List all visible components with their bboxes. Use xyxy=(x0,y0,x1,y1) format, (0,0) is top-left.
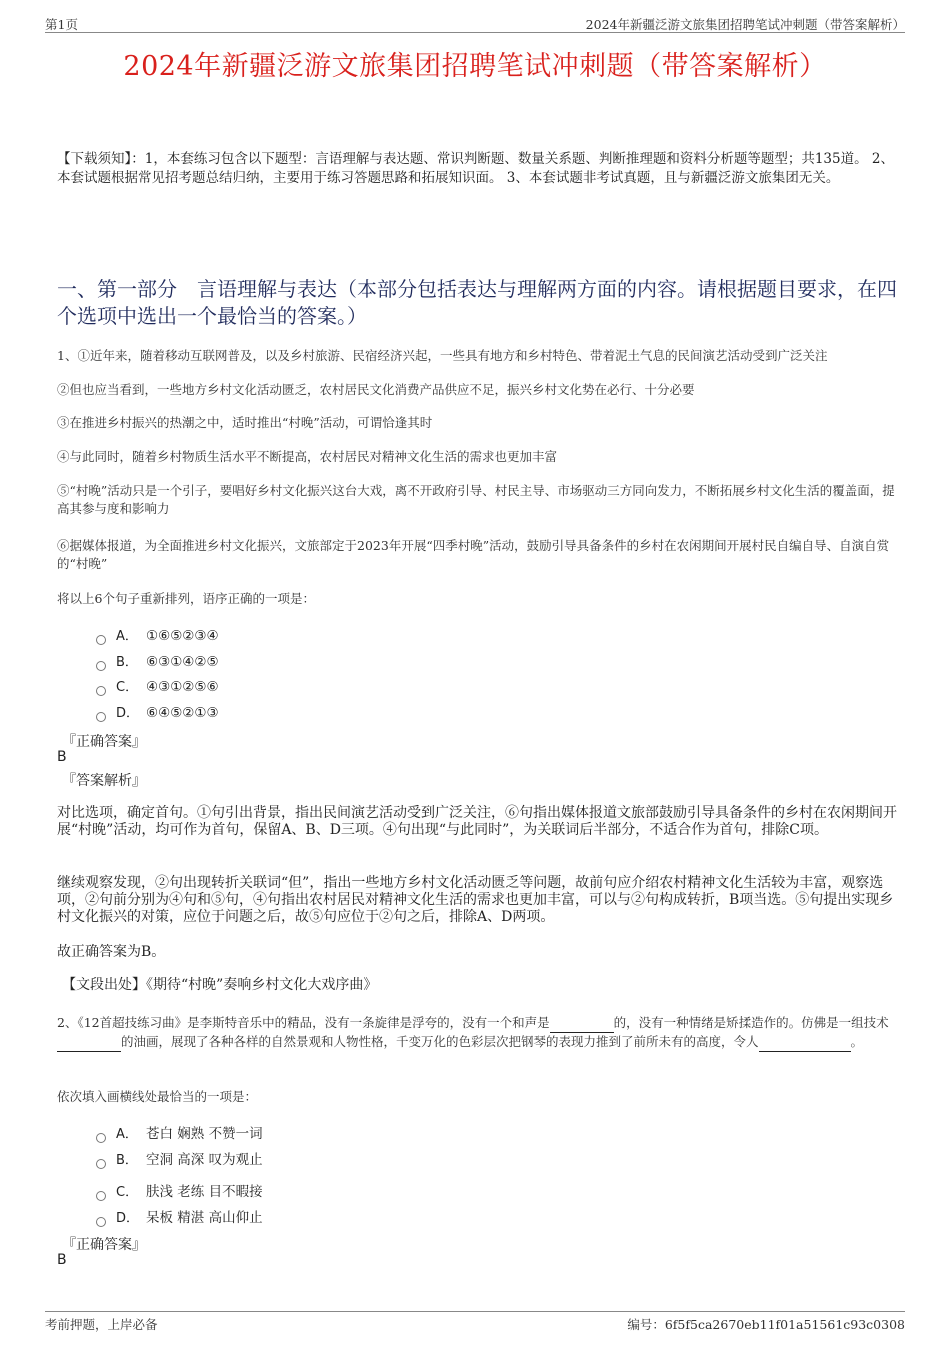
q2-option-a[interactable] xyxy=(96,1122,263,1142)
q1-analysis-label: 『答案解析』 xyxy=(62,773,146,789)
q2-blank-1 xyxy=(550,1014,614,1033)
q1-analysis-paragraph-1: 对比选项，确定首句。①句引出背景，指出民间演艺活动受到广泛关注，⑥句指出媒体报道文旅部鼓励引导具备条件的乡村在农闲期间开展“村晚”活动，均可作为首句，保留A、B、D三项。④句出现“与此同时”，为关联词后半部分，不适合作为首句，排除C项。 xyxy=(57,805,897,838)
q1-analysis-paragraph-2: 继续观察发现，②句出现转折关联词“但”，指出一些地方乡村文化活动匮乏等问题，故前句应介绍农村精神文化生活较为丰富，观察选项，②句前分别为④句和⑤句，④句指出农村居民对精神文化生活的需求也更加丰富，可以与②句构成转折，B项当选。⑤句提出实现乡村文化振兴的对策，应位于问题之后，故⑤句应位于②句之后，排除A、D两项。 xyxy=(57,875,894,925)
section-description: 言语理解与表达（本部分包括表达与理解两方面的内容。请根据题目要求，在四个选项中选出一个最恰当的答案。） xyxy=(57,277,897,328)
option-letter: C． xyxy=(116,680,139,695)
section-heading xyxy=(57,276,897,330)
radio-icon[interactable] xyxy=(96,686,106,696)
option-text: ⑥③①④②⑤ xyxy=(146,654,219,670)
radio-icon[interactable] xyxy=(96,712,106,722)
section-number: 一、第一部分 xyxy=(57,277,177,301)
q1-sentence-1: 1、①近年来，随着移动互联网普及，以及乡村旅游、民宿经济兴起，一些具有地方和乡村特色、带着泥土气息的民间演艺活动受到广泛关注 xyxy=(57,348,828,363)
q1-option-a[interactable] xyxy=(96,625,219,645)
q1-answer-label: 『正确答案』 xyxy=(62,734,146,750)
option-letter: B． xyxy=(116,1153,138,1168)
q2-stem-part-2: 的，没有一种情绪是矫揉造作的。仿佛是一组技术 xyxy=(613,1015,889,1030)
q2-stem-part-4: 。 xyxy=(850,1034,864,1049)
option-text: 空洞 高深 叹为观止 xyxy=(146,1152,263,1168)
q1-sentence-5: ⑤“村晚”活动只是一个引子，要唱好乡村文化振兴这台大戏，离不开政府引导、村民主导、市场驱动三方同向发力，不断拓展乡村文化生活的覆盖面，提高其参与度和影响力 xyxy=(57,483,895,516)
q2-answer: B xyxy=(57,1252,67,1268)
q2-stem-part-3: 的油画，展现了各种各样的自然景观和人物性格，千变万化的色彩层次把钢琴的表现力推到了前所未有的高度，令人 xyxy=(121,1034,759,1049)
q1-option-d[interactable] xyxy=(96,702,219,722)
q2-answer-label: 『正确答案』 xyxy=(62,1237,146,1253)
footer-doc-id: 编号：6f5f5ca2670eb11f01a51561c93c0308 xyxy=(627,1317,905,1332)
option-text: 苍白 娴熟 不赞一词 xyxy=(146,1126,263,1142)
q1-sentence-4: ④与此同时，随着乡村物质生活水平不断提高，农村居民对精神文化生活的需求也更加丰富 xyxy=(57,449,558,464)
footer-slogan: 考前押题，上岸必备 xyxy=(45,1317,158,1332)
q2-option-d[interactable] xyxy=(96,1206,263,1226)
q2-stem-part-1: 2、《12首超技练习曲》是李斯特音乐中的精品，没有一条旋律是浮夸的，没有一个和声是 xyxy=(57,1015,550,1030)
option-text: 呆板 精湛 高山仰止 xyxy=(146,1210,263,1226)
radio-icon[interactable] xyxy=(96,1217,106,1227)
q1-sentence-3: ③在推进乡村振兴的热潮之中，适时推出“村晚”活动，可谓恰逢其时 xyxy=(57,415,433,430)
option-text: ①⑥⑤②③④ xyxy=(146,628,219,644)
radio-icon[interactable] xyxy=(96,1133,106,1143)
option-letter: D． xyxy=(116,1211,140,1226)
q2-blank-2 xyxy=(57,1033,121,1052)
radio-icon[interactable] xyxy=(96,635,106,645)
q1-sentence-6: ⑥据媒体报道，为全面推进乡村文化振兴，文旅部定于2023年开展“四季村晚”活动，鼓励引导具备条件的乡村在农闲期间开展村民自编自导、自演自赏的“村晚” xyxy=(57,538,890,571)
option-text: 肤浅 老练 目不暇接 xyxy=(146,1184,263,1200)
option-letter: B． xyxy=(116,655,138,670)
option-letter: A． xyxy=(116,629,138,644)
q1-analysis-paragraph-3: 故正确答案为B。 xyxy=(57,944,166,960)
q2-prompt: 依次填入画横线处最恰当的一项是： xyxy=(57,1089,258,1104)
radio-icon[interactable] xyxy=(96,1159,106,1169)
q1-sentence-2: ②但也应当看到，一些地方乡村文化活动匮乏，农村居民文化消费产品供应不足，振兴乡村文化势在必行、十分必要 xyxy=(57,382,695,397)
q2-blank-3 xyxy=(759,1033,851,1052)
option-letter: C． xyxy=(116,1185,139,1200)
option-letter: D． xyxy=(116,706,140,721)
q1-prompt: 将以上6个句子重新排列，语序正确的一项是： xyxy=(57,591,315,606)
document-title: 2024年新疆泛游文旅集团招聘笔试冲刺题（带答案解析） xyxy=(123,51,827,82)
q2-option-c[interactable] xyxy=(96,1180,263,1200)
option-letter: A． xyxy=(116,1127,138,1142)
q2-option-b[interactable] xyxy=(96,1148,263,1168)
q1-option-b[interactable] xyxy=(96,651,219,671)
q1-source: 【文段出处】《期待“村晚”奏响乡村文化大戏序曲》 xyxy=(62,977,378,993)
page-footer xyxy=(45,1311,905,1332)
option-text: ⑥④⑤②①③ xyxy=(146,705,219,721)
radio-icon[interactable] xyxy=(96,1191,106,1201)
page-number: 第1页 xyxy=(45,17,78,32)
header-doc-title: 2024年新疆泛游文旅集团招聘笔试冲刺题（带答案解析） xyxy=(585,17,905,32)
page-header xyxy=(45,14,905,33)
radio-icon[interactable] xyxy=(96,661,106,671)
q1-answer: B xyxy=(57,749,67,765)
download-notice: 【下载须知】：1，本套练习包含以下题型：言语理解与表达题、常识判断题、数量关系题、判断推理题和资料分析题等题型；共135道。 2、本套试题根据常见招考题总结归纳，主要用于练习答题思路和拓展知识面。 3、本套试题非考试真题，且与新疆泛游文旅集团无关。 xyxy=(57,151,894,186)
q1-option-c[interactable] xyxy=(96,676,219,696)
option-text: ④③①②⑤⑥ xyxy=(146,679,219,695)
q2-stem xyxy=(57,1014,902,1052)
